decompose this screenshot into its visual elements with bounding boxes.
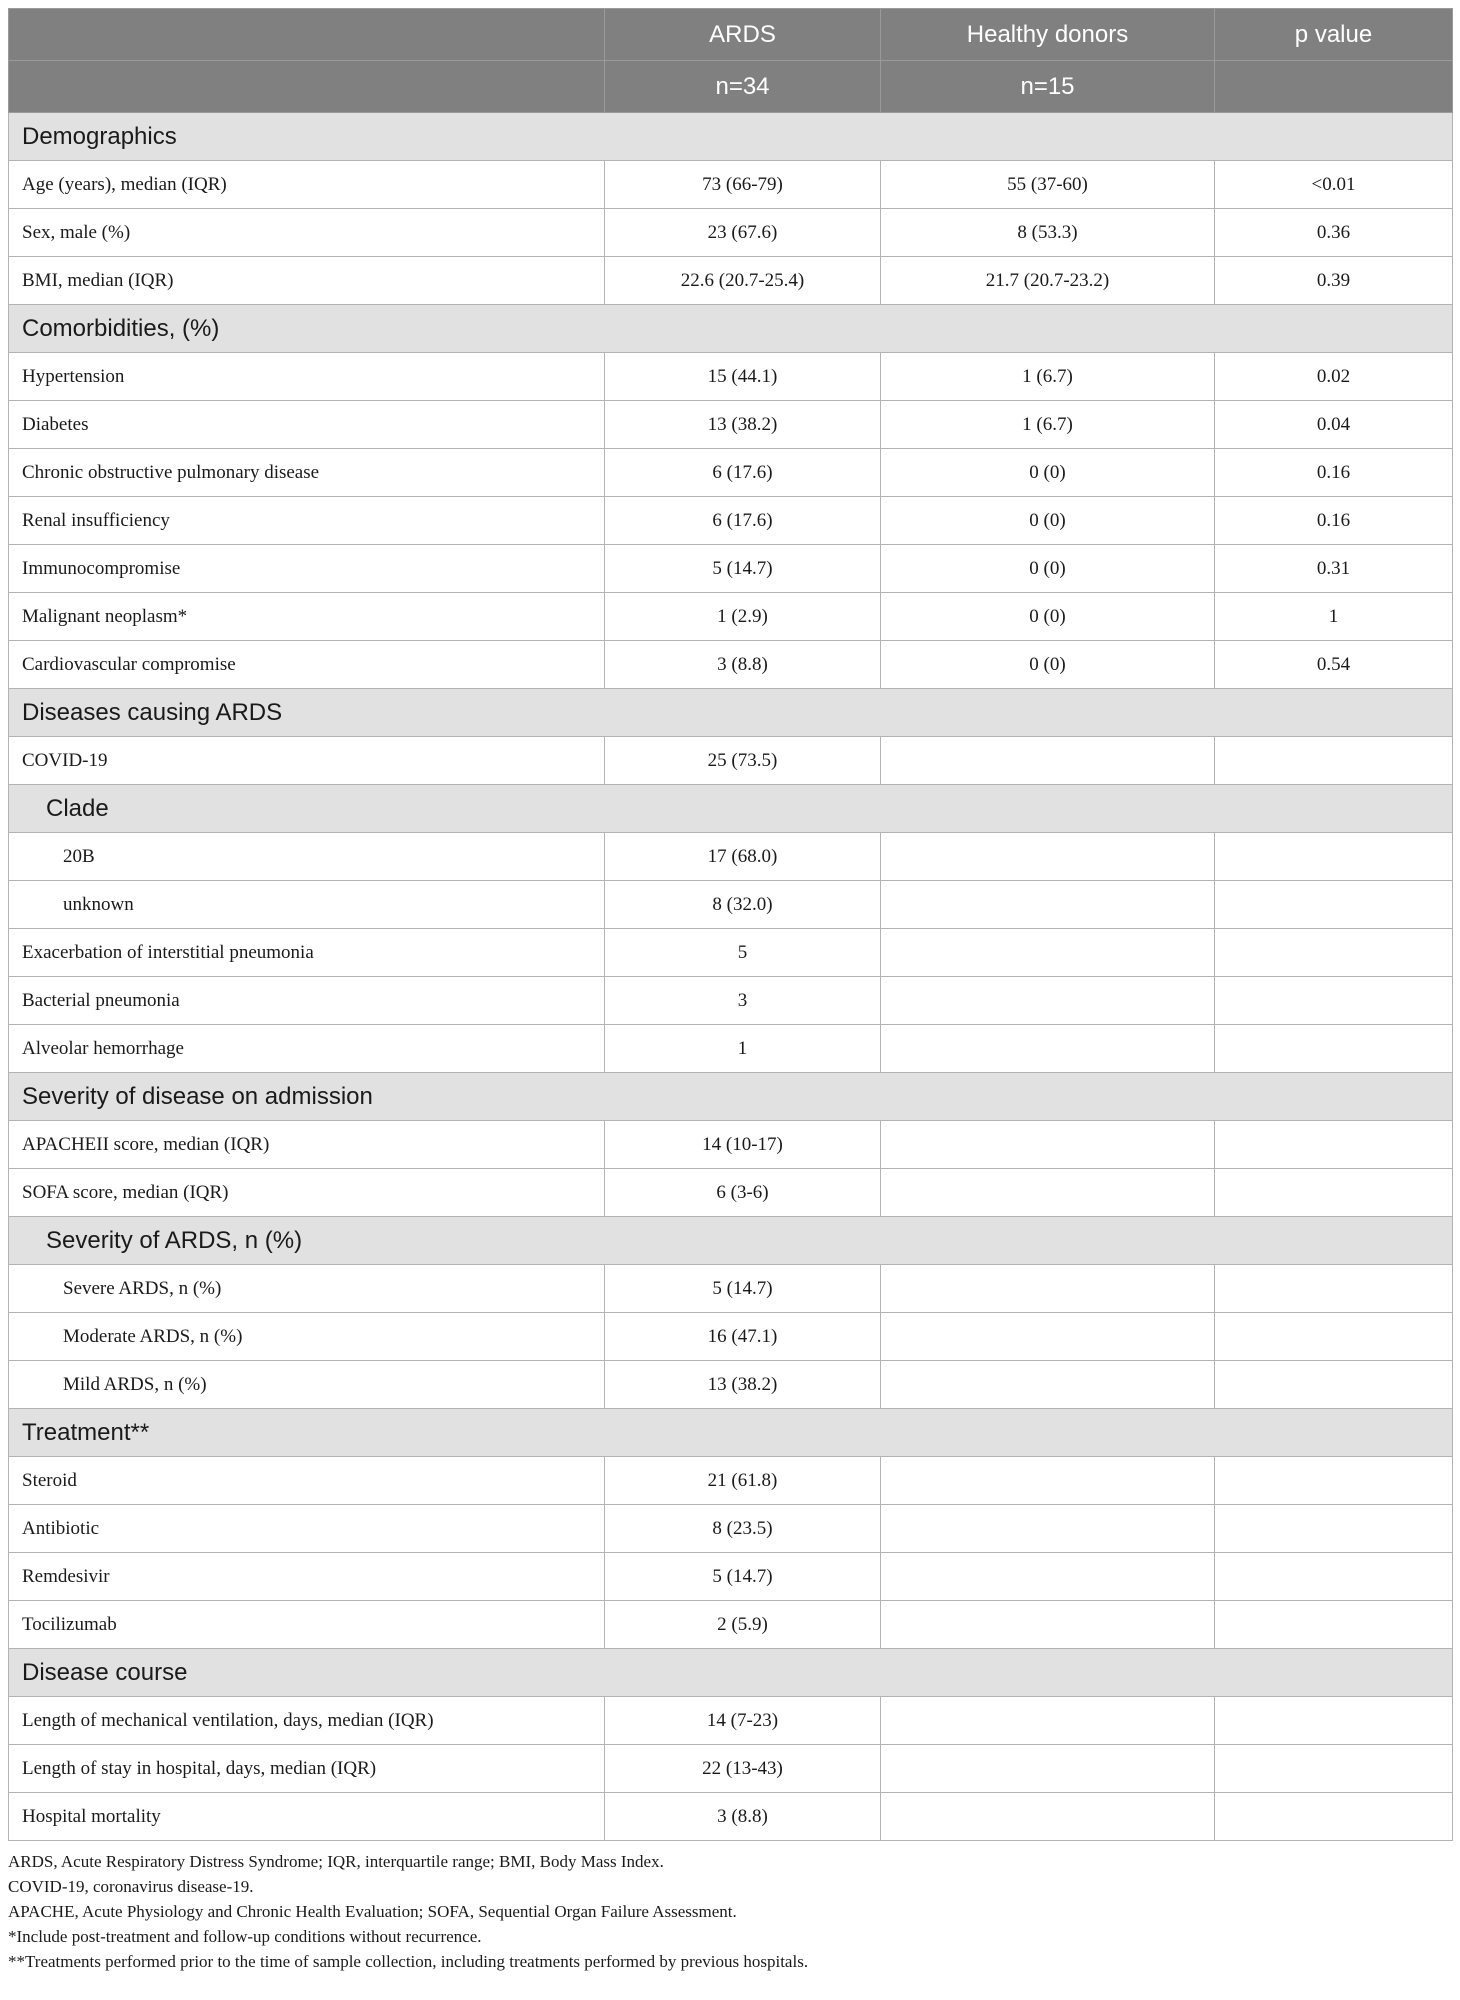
p-value: [1215, 1265, 1453, 1313]
p-value: 0.04: [1215, 401, 1453, 449]
ards-value: 13 (38.2): [605, 1361, 881, 1409]
row-label: APACHEII score, median (IQR): [9, 1121, 605, 1169]
header-p-value: p value: [1215, 9, 1453, 61]
healthy-value: [881, 881, 1215, 929]
row-label: Bacterial pneumonia: [9, 977, 605, 1025]
healthy-value: [881, 737, 1215, 785]
ards-value: 25 (73.5): [605, 737, 881, 785]
healthy-value: [881, 1169, 1215, 1217]
table-row: [9, 401, 1453, 449]
table-row: [9, 1457, 1453, 1505]
table-row: [9, 1025, 1453, 1073]
p-value: [1215, 1793, 1453, 1841]
table-header: [9, 9, 1453, 113]
row-label: Hypertension: [9, 353, 605, 401]
row-label: Length of mechanical ventilation, days, median (IQR): [9, 1697, 605, 1745]
p-value: [1215, 1553, 1453, 1601]
healthy-value: [881, 1265, 1215, 1313]
ards-value: 8 (23.5): [605, 1505, 881, 1553]
healthy-value: [881, 1121, 1215, 1169]
row-label: COVID-19: [9, 737, 605, 785]
row-label: Moderate ARDS, n (%): [9, 1313, 605, 1361]
healthy-value: 55 (37-60): [881, 161, 1215, 209]
row-label: SOFA score, median (IQR): [9, 1169, 605, 1217]
healthy-value: [881, 1313, 1215, 1361]
healthy-value: [881, 1745, 1215, 1793]
table-row: [9, 1121, 1453, 1169]
section-disease-course: Disease course: [9, 1649, 1453, 1697]
ards-value: 6 (3-6): [605, 1169, 881, 1217]
ards-value: 14 (10-17): [605, 1121, 881, 1169]
p-value: [1215, 1457, 1453, 1505]
ards-value: 14 (7-23): [605, 1697, 881, 1745]
row-label: Severe ARDS, n (%): [9, 1265, 605, 1313]
section-treatment: Treatment**: [9, 1409, 1453, 1457]
table-row: [9, 881, 1453, 929]
healthy-value: 1 (6.7): [881, 401, 1215, 449]
table-row: [9, 449, 1453, 497]
table-row: [9, 1697, 1453, 1745]
row-label: 20B: [9, 833, 605, 881]
ards-value: 5 (14.7): [605, 545, 881, 593]
healthy-value: 0 (0): [881, 545, 1215, 593]
row-label: Remdesivir: [9, 1553, 605, 1601]
row-label: Renal insufficiency: [9, 497, 605, 545]
table-row: [9, 1313, 1453, 1361]
patient-characteristics-table: [8, 8, 1453, 1841]
ards-value: 22.6 (20.7-25.4): [605, 257, 881, 305]
section-severity-of-ards: Severity of ARDS, n (%): [9, 1217, 1453, 1265]
table-row: [9, 497, 1453, 545]
footnote-covid: COVID-19, coronavirus disease-19.: [8, 1877, 254, 1896]
healthy-value: 21.7 (20.7-23.2): [881, 257, 1215, 305]
row-label: BMI, median (IQR): [9, 257, 605, 305]
row-label: Alveolar hemorrhage: [9, 1025, 605, 1073]
table-row: [9, 209, 1453, 257]
ards-value: 15 (44.1): [605, 353, 881, 401]
table-row: [9, 1553, 1453, 1601]
row-label: Immunocompromise: [9, 545, 605, 593]
healthy-value: 0 (0): [881, 641, 1215, 689]
p-value: [1215, 929, 1453, 977]
p-value: [1215, 1169, 1453, 1217]
ards-value: 8 (32.0): [605, 881, 881, 929]
row-label: Age (years), median (IQR): [9, 161, 605, 209]
row-label: Mild ARDS, n (%): [9, 1361, 605, 1409]
section-diseases-causing-ards: Diseases causing ARDS: [9, 689, 1453, 737]
healthy-value: [881, 833, 1215, 881]
ards-value: 3 (8.8): [605, 1793, 881, 1841]
header-ards: ARDS: [605, 9, 881, 61]
ards-value: 2 (5.9): [605, 1601, 881, 1649]
p-value: [1215, 977, 1453, 1025]
header-n-healthy: n=15: [881, 61, 1215, 113]
ards-value: 17 (68.0): [605, 833, 881, 881]
p-value: 0.16: [1215, 449, 1453, 497]
p-value: [1215, 1313, 1453, 1361]
section-severity-on-admission: Severity of disease on admission: [9, 1073, 1453, 1121]
row-label: Exacerbation of interstitial pneumonia: [9, 929, 605, 977]
footnote-malignant: *Include post-treatment and follow-up conditions without recurrence.: [8, 1927, 482, 1946]
table-row: [9, 977, 1453, 1025]
ards-value: 6 (17.6): [605, 497, 881, 545]
healthy-value: 0 (0): [881, 593, 1215, 641]
table-row: [9, 593, 1453, 641]
row-label: Steroid: [9, 1457, 605, 1505]
header-healthy-donors: Healthy donors: [881, 9, 1215, 61]
table-row: [9, 1265, 1453, 1313]
header-empty: [1215, 61, 1453, 113]
ards-value: 23 (67.6): [605, 209, 881, 257]
p-value: 0.36: [1215, 209, 1453, 257]
footnote-apache-sofa: APACHE, Acute Physiology and Chronic Health Evaluation; SOFA, Sequential Organ Failure Assessment.: [8, 1902, 737, 1921]
ards-value: 5: [605, 929, 881, 977]
p-value: 0.39: [1215, 257, 1453, 305]
table-footnotes: [8, 1849, 1452, 1974]
ards-value: 6 (17.6): [605, 449, 881, 497]
row-label: Length of stay in hospital, days, median (IQR): [9, 1745, 605, 1793]
p-value: [1215, 1361, 1453, 1409]
section-comorbidities: Comorbidities, (%): [9, 305, 1453, 353]
healthy-value: [881, 1697, 1215, 1745]
ards-value: 1 (2.9): [605, 593, 881, 641]
healthy-value: [881, 1025, 1215, 1073]
ards-value: 21 (61.8): [605, 1457, 881, 1505]
healthy-value: [881, 1601, 1215, 1649]
healthy-value: [881, 929, 1215, 977]
footnote-treatment: **Treatments performed prior to the time of sample collection, including treatments performed by previous hospitals.: [8, 1952, 809, 1971]
p-value: 1: [1215, 593, 1453, 641]
header-empty: [9, 61, 605, 113]
ards-value: 3 (8.8): [605, 641, 881, 689]
healthy-value: 0 (0): [881, 449, 1215, 497]
table-row: [9, 1793, 1453, 1841]
row-label: Diabetes: [9, 401, 605, 449]
healthy-value: [881, 1361, 1215, 1409]
p-value: [1215, 1697, 1453, 1745]
header-empty: [9, 9, 605, 61]
row-label: Cardiovascular compromise: [9, 641, 605, 689]
row-label: Tocilizumab: [9, 1601, 605, 1649]
footnote-abbreviations: ARDS, Acute Respiratory Distress Syndrome; IQR, interquartile range; BMI, Body Mass Index.: [8, 1852, 664, 1871]
p-value: 0.31: [1215, 545, 1453, 593]
header-n-ards: n=34: [605, 61, 881, 113]
ards-value: 22 (13-43): [605, 1745, 881, 1793]
row-label: Hospital mortality: [9, 1793, 605, 1841]
ards-value: 13 (38.2): [605, 401, 881, 449]
table-row: [9, 1361, 1453, 1409]
p-value: [1215, 1505, 1453, 1553]
p-value: 0.16: [1215, 497, 1453, 545]
table-row: [9, 1169, 1453, 1217]
healthy-value: [881, 977, 1215, 1025]
p-value: [1215, 1745, 1453, 1793]
ards-value: 16 (47.1): [605, 1313, 881, 1361]
p-value: [1215, 1025, 1453, 1073]
table-row: [9, 1601, 1453, 1649]
ards-value: 5 (14.7): [605, 1265, 881, 1313]
healthy-value: 8 (53.3): [881, 209, 1215, 257]
ards-value: 3: [605, 977, 881, 1025]
table-row: [9, 545, 1453, 593]
row-label: Antibiotic: [9, 1505, 605, 1553]
p-value: [1215, 881, 1453, 929]
healthy-value: 1 (6.7): [881, 353, 1215, 401]
ards-value: 1: [605, 1025, 881, 1073]
healthy-value: 0 (0): [881, 497, 1215, 545]
p-value: [1215, 833, 1453, 881]
table-row: [9, 1745, 1453, 1793]
table-row: [9, 737, 1453, 785]
p-value: <0.01: [1215, 161, 1453, 209]
healthy-value: [881, 1793, 1215, 1841]
table-row: [9, 929, 1453, 977]
table-row: [9, 257, 1453, 305]
table-row: [9, 1505, 1453, 1553]
section-demographics: Demographics: [9, 113, 1453, 161]
healthy-value: [881, 1457, 1215, 1505]
section-clade: Clade: [9, 785, 1453, 833]
p-value: 0.54: [1215, 641, 1453, 689]
table-row: [9, 833, 1453, 881]
table-container: [8, 8, 1452, 1974]
p-value: 0.02: [1215, 353, 1453, 401]
table-row: [9, 161, 1453, 209]
row-label: unknown: [9, 881, 605, 929]
p-value: [1215, 737, 1453, 785]
ards-value: 5 (14.7): [605, 1553, 881, 1601]
healthy-value: [881, 1505, 1215, 1553]
table-row: [9, 641, 1453, 689]
healthy-value: [881, 1553, 1215, 1601]
row-label: Chronic obstructive pulmonary disease: [9, 449, 605, 497]
row-label: Malignant neoplasm*: [9, 593, 605, 641]
ards-value: 73 (66-79): [605, 161, 881, 209]
p-value: [1215, 1601, 1453, 1649]
table-row: [9, 353, 1453, 401]
row-label: Sex, male (%): [9, 209, 605, 257]
p-value: [1215, 1121, 1453, 1169]
